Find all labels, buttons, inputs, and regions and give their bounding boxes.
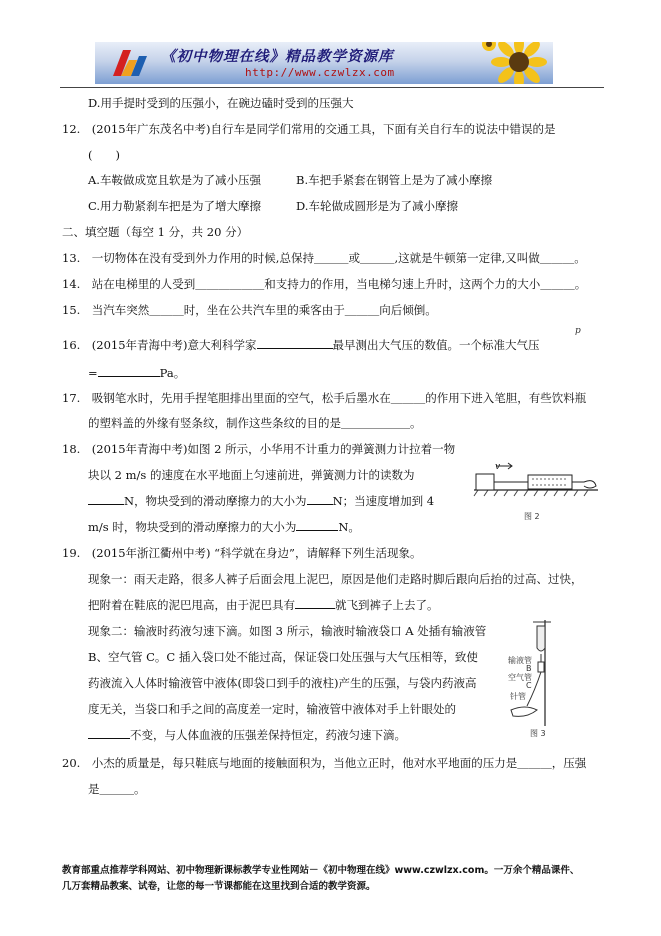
- q18-line1: 18. (2015年青海中考)如图 2 所示，小华用不计重力的弹簧测力计拉着一物: [62, 442, 456, 456]
- q18-blank-friction: [307, 493, 333, 505]
- footer-line-1: 教育部重点推荐学科网站、初中物理新课标教学专业性网站－《初中物理在线》www.czwlzx.com。一万余个精品课件、: [62, 865, 580, 876]
- q19-phenomenon2-line2: B、空气管 C。C 插入袋口处不能过高，保证袋口处压强与大气压相等，致使: [88, 650, 478, 664]
- figure-2-caption: 图 2: [524, 512, 540, 521]
- q12-option-c: C.用力勒紧刹车把是为了增大摩擦: [88, 199, 262, 213]
- figure-3-label-infusion-tube: 输液管: [508, 656, 532, 665]
- q19-stem: 19. (2015年浙江衢州中考) “科学就在身边”，请解释下列生活现象。: [62, 546, 422, 560]
- q16-blank-value: [98, 365, 160, 377]
- q19-text-p1b2: 就飞到裤子上去了。: [335, 598, 439, 612]
- q18-blank-friction-2: [296, 519, 338, 531]
- figure-2-velocity-label: v: [495, 462, 501, 472]
- site-logo-icon: [107, 46, 151, 80]
- q16-line2: [88, 365, 185, 381]
- q15: 15. 当汽车突然＿＿＿时，坐在公共汽车里的乘客由于＿＿＿向后倾倒。: [62, 303, 437, 317]
- q19-phenomenon1-line1: 现象一：雨天走路，很多人裤子后面会甩上泥巴，原因是他们走路时脚后跟向后抬的过高、过快，: [88, 572, 583, 586]
- footer-line-2: 几万套精品教案、试卷，让您的每一节课都能在这里找到合适的教学资源。: [62, 881, 376, 892]
- q18-text-d1: m/s 时，物块受到的滑动摩擦力的大小为: [88, 520, 297, 534]
- q17-line1: 17. 吸钢笔水时，先用手捏笔胆排出里面的空气，松手后墨水在＿＿＿的作用下进入笔胆，有些饮料瓶: [62, 391, 587, 405]
- q18-text-c1: N，物块受到的滑动摩擦力的大小为: [124, 494, 307, 508]
- q19-phenomenon2-line1: 现象二：输液时药液匀速下滴。如图 3 所示，输液时输液袋口 A 处插有输液管: [88, 624, 487, 638]
- q20-line1: 20. 小杰的质量是，每只鞋底与地面的接触面积为，当他立正时，他对水平地面的压力是＿＿＿，压强: [62, 756, 587, 770]
- q11-option-d: D.用手提时受到的压强小，在碗边磕时受到的压强大: [88, 96, 354, 110]
- q16-line1: [62, 337, 540, 353]
- q14: 14. 站在电梯里的人受到＿＿＿＿＿＿和支持力的作用，当电梯匀速上升时，这两个力的大小＿＿＿。: [62, 277, 587, 291]
- banner-url: http://www.czwlzx.com: [245, 66, 395, 79]
- q17-line2: 的塑料盖的外缘有竖条纹，制作这些条纹的目的是＿＿＿＿＿＿。: [88, 416, 422, 430]
- q16-equals: =: [88, 366, 98, 380]
- q16-text-a: 16. (2015年青海中考)意大利科学家: [62, 338, 257, 352]
- q16-unit: Pa。: [159, 366, 186, 380]
- q13: 13. 一切物体在没有受到外力作用的时候,总保持＿＿＿或＿＿＿,这就是牛顿第一定律,又叫做＿＿＿。: [62, 251, 586, 265]
- q19-phenomenon1-line2: [88, 597, 439, 613]
- banner-title: 《初中物理在线》精品教学资源库: [161, 49, 394, 65]
- figure-3-label-c: C: [526, 681, 532, 690]
- header-banner: [95, 42, 553, 84]
- header-rule: [60, 87, 604, 88]
- sunflower-icon: [479, 42, 551, 84]
- q12-option-b: B.车把手紧套在钢管上是为了减小摩擦: [296, 173, 493, 187]
- q16-blank-scientist: [257, 337, 333, 349]
- q19-phenomenon2-line3: 药液流入人体时输液管中液体(即袋口到手的液柱)产生的压强，与袋内药液高: [88, 676, 477, 690]
- figure-3-caption: 图 3: [530, 729, 546, 738]
- page-footer: [62, 863, 579, 895]
- q19-text-p2e2: 不变，与人体血液的压强差保持恒定，药液匀速下滴。: [130, 728, 406, 742]
- q19-blank-pressure: [88, 727, 130, 739]
- q19-text-p1b1: 把附着在鞋底的泥巴甩高，由于泥巴具有: [88, 598, 295, 612]
- figure-3-label-needle: 针管: [510, 692, 526, 701]
- figure-2-spring-scale: [472, 452, 600, 520]
- q19-phenomenon2-line4: 度无关，当袋口和手之间的高度差一定时，输液管中液体对手上针眼处的: [88, 702, 456, 716]
- q20-line2: 是＿＿＿。: [88, 782, 146, 796]
- q16-text-b: 最早测出大气压的数值。一个标准大气压: [332, 338, 540, 352]
- q12-answer-paren: ( ): [88, 148, 120, 162]
- q19-phenomenon2-line5: [88, 727, 406, 743]
- q12-option-a: A.车鞍做成宽且软是为了减小压强: [88, 173, 261, 187]
- q18-text-c2: N；当速度增加到 4: [332, 494, 435, 508]
- q16-p-symbol: p: [575, 326, 581, 336]
- figure-3-label-air-tube: 空气管: [508, 673, 532, 682]
- q18-line3: [88, 493, 434, 509]
- q18-line2: 块以 2 m/s 的速度在水平地面上匀速前进，弹簧测力计的读数为: [88, 468, 415, 482]
- figure-3-label-b: B: [526, 664, 532, 673]
- q18-text-d2: N。: [338, 520, 360, 534]
- q12-stem: 12. (2015年广东茂名中考)自行车是同学们常用的交通工具，下面有关自行车的说法中错误的是: [62, 122, 556, 136]
- section-heading: 二、填空题（每空 1 分，共 20 分）: [62, 225, 249, 239]
- q12-option-d: D.车轮做成圆形是为了减小摩擦: [296, 199, 458, 213]
- q18-blank-reading: [88, 493, 124, 505]
- q19-blank-inertia: [295, 597, 335, 609]
- q18-line4: [88, 519, 360, 535]
